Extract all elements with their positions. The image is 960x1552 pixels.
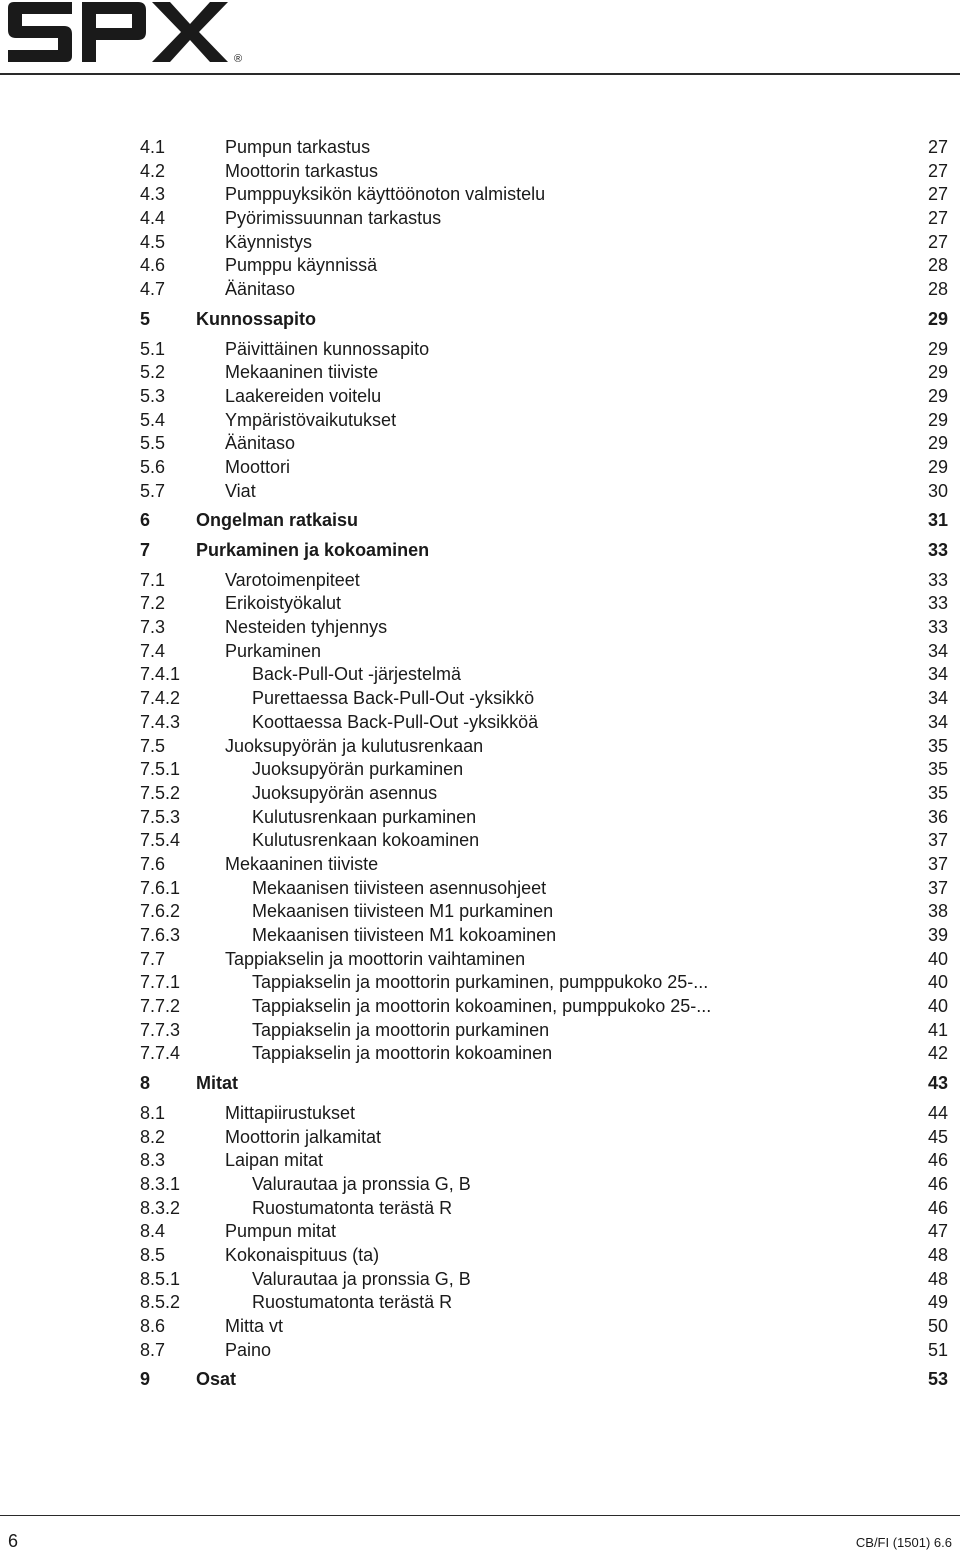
header-rule <box>0 73 960 75</box>
toc-page: 29 <box>927 385 948 406</box>
toc-row[interactable] <box>140 1019 948 1043</box>
toc-page: 41 <box>927 1019 948 1040</box>
toc-row[interactable] <box>140 1126 948 1150</box>
toc-section-row[interactable] <box>140 539 948 563</box>
toc-row[interactable] <box>140 806 948 830</box>
toc-number: 7.5.4 <box>140 830 181 851</box>
toc-row[interactable] <box>140 877 948 901</box>
toc-page: 27 <box>927 208 948 229</box>
toc-row[interactable] <box>140 278 948 302</box>
toc-number: 5.4 <box>140 409 166 430</box>
logo-letter-s <box>8 2 72 62</box>
toc-page: 48 <box>927 1268 948 1289</box>
toc-number: 8.3 <box>140 1150 166 1171</box>
toc-page: 33 <box>927 569 948 590</box>
toc-page: 50 <box>927 1316 948 1336</box>
toc-number: 4.4 <box>140 208 166 229</box>
toc-row[interactable] <box>140 385 948 409</box>
logo-letter-x <box>152 2 228 62</box>
toc-row[interactable] <box>140 231 948 255</box>
toc-title: Moottorin tarkastus <box>225 160 379 181</box>
toc-number: 8.4 <box>140 1221 166 1242</box>
registered-mark: ® <box>234 53 243 65</box>
toc-title: Pyörimissuunnan tarkastus <box>225 208 442 229</box>
toc-number: 7.5.2 <box>140 782 181 803</box>
toc-number: 7.7.4 <box>140 1043 181 1064</box>
toc-number: 8.5.2 <box>140 1292 181 1313</box>
toc-row[interactable] <box>140 829 948 853</box>
toc-title: Valurautaa ja pronssia G, B <box>252 1268 471 1289</box>
toc-page: 47 <box>927 1221 948 1242</box>
toc-title: Koottaessa Back-Pull-Out -yksikköä <box>252 711 539 732</box>
toc-row[interactable] <box>140 995 948 1019</box>
toc-number: 8.6 <box>140 1316 166 1336</box>
toc-number: 7 <box>140 540 151 560</box>
toc-page: 51 <box>927 1339 948 1360</box>
toc-number: 9 <box>140 1369 151 1390</box>
toc-row[interactable] <box>140 1315 948 1339</box>
toc-title: Mekaaninen tiiviste <box>225 362 379 383</box>
toc-title: Ympäristövaikutukset <box>225 409 397 430</box>
toc-number: 5.2 <box>140 362 166 383</box>
toc-title: Tappiakselin ja moottorin kokoaminen <box>252 1043 553 1064</box>
toc-row[interactable] <box>140 1197 948 1221</box>
toc-row[interactable] <box>140 735 948 759</box>
toc-title: Kokonaispituus (ta) <box>225 1244 380 1265</box>
toc-title: Purkaminen <box>225 640 322 661</box>
toc-row[interactable] <box>140 183 948 207</box>
toc-row[interactable] <box>140 207 948 231</box>
toc-title: Mekaanisen tiivisteen M1 kokoaminen <box>252 925 557 945</box>
toc-row[interactable] <box>140 592 948 616</box>
toc-row[interactable] <box>140 136 948 160</box>
toc-page: 34 <box>927 688 948 709</box>
toc-page: 46 <box>927 1173 948 1194</box>
toc-number: 5.1 <box>140 338 166 359</box>
toc-title: Paino <box>225 1339 272 1360</box>
table-of-contents <box>140 136 948 1398</box>
toc-row[interactable] <box>140 924 948 948</box>
toc-page: 48 <box>927 1244 948 1265</box>
toc-page: 43 <box>927 1073 948 1094</box>
toc-page: 33 <box>927 593 948 614</box>
toc-number: 5.7 <box>140 480 166 501</box>
toc-number: 8.5.1 <box>140 1268 181 1289</box>
toc-number: 6 <box>140 510 151 531</box>
toc-title: Tappiakselin ja moottorin vaihtaminen <box>225 948 526 969</box>
toc-number: 5.3 <box>140 385 166 406</box>
toc-title: Kulutusrenkaan kokoaminen <box>252 830 480 851</box>
toc-number: 7.4.1 <box>140 664 181 685</box>
toc-row[interactable] <box>140 616 948 640</box>
toc-number: 7.5 <box>140 735 166 756</box>
toc-row[interactable] <box>140 338 948 362</box>
toc-row[interactable] <box>140 948 948 972</box>
toc-page: 46 <box>927 1197 948 1218</box>
toc-number: 7.6 <box>140 853 166 874</box>
toc-number: 5.6 <box>140 456 166 477</box>
toc-title: Back-Pull-Out -järjestelmä <box>252 664 462 685</box>
toc-page: 35 <box>927 759 948 780</box>
toc-number: 8 <box>140 1073 151 1094</box>
toc-title: Pumppuyksikön käyttöönoton valmistelu <box>225 184 546 205</box>
toc-page: 29 <box>927 409 948 430</box>
footer-rule <box>0 1515 960 1516</box>
toc-page: 33 <box>927 617 948 638</box>
toc-page: 34 <box>927 664 948 685</box>
footer-page-number: 6 <box>8 1531 19 1551</box>
toc-title: Erikoistyökalut <box>225 593 342 614</box>
toc-page: 44 <box>927 1102 948 1123</box>
toc-row[interactable] <box>140 1149 948 1173</box>
toc-page: 31 <box>927 510 948 531</box>
toc-title: Mekaanisen tiivisteen asennusohjeet <box>252 877 547 898</box>
toc-title: Ruostumatonta terästä R <box>252 1197 453 1218</box>
toc-number: 7.5.3 <box>140 806 181 827</box>
footer-doc-code: CB/FI (1501) 6.6 <box>855 1535 952 1550</box>
toc-row[interactable] <box>140 1102 948 1126</box>
toc-number: 8.7 <box>140 1339 166 1360</box>
toc-page: 37 <box>927 853 948 874</box>
toc-row[interactable] <box>140 1291 948 1315</box>
toc-row[interactable] <box>140 1220 948 1244</box>
toc-row[interactable] <box>140 480 948 504</box>
toc-page: 27 <box>927 184 948 205</box>
toc-title: Varotoimenpiteet <box>225 569 360 590</box>
toc-row[interactable] <box>140 640 948 664</box>
toc-number: 4.3 <box>140 184 166 205</box>
toc-number: 7.7 <box>140 948 166 969</box>
toc-number: 8.3.1 <box>140 1173 181 1194</box>
toc-page: 42 <box>927 1043 948 1064</box>
toc-title: Mitat <box>196 1073 238 1094</box>
toc-section-row[interactable] <box>140 509 948 533</box>
toc-page: 29 <box>927 433 948 454</box>
toc-page: 28 <box>927 255 948 276</box>
toc-page: 29 <box>927 338 948 359</box>
toc-title: Ongelman ratkaisu <box>196 510 359 531</box>
toc-title: Kunnossapito <box>196 308 316 329</box>
toc-page: 53 <box>927 1369 948 1390</box>
toc-row[interactable] <box>140 160 948 184</box>
toc-title: Purkaminen ja kokoaminen <box>196 540 430 560</box>
toc-number: 7.7.1 <box>140 972 181 993</box>
toc-number: 7.4.3 <box>140 711 181 732</box>
toc-page: 40 <box>927 948 948 969</box>
toc-title: Viat <box>225 480 256 501</box>
toc-number: 4.7 <box>140 279 166 300</box>
toc-row[interactable] <box>140 900 948 924</box>
toc-page: 28 <box>927 279 948 300</box>
toc-page: 45 <box>927 1126 948 1147</box>
toc-number: 7.4.2 <box>140 688 181 709</box>
toc-row[interactable] <box>140 1339 948 1363</box>
toc-row[interactable] <box>140 1244 948 1268</box>
toc-page: 35 <box>927 782 948 803</box>
toc-title: Mekaaninen tiiviste <box>225 853 379 874</box>
toc-page: 40 <box>927 996 948 1017</box>
toc-number: 7.6.2 <box>140 901 181 922</box>
toc-row[interactable] <box>140 432 948 456</box>
toc-title: Käynnistys <box>225 231 313 252</box>
toc-number: 7.5.1 <box>140 759 181 780</box>
toc-row[interactable] <box>140 1268 948 1292</box>
toc-number: 4.5 <box>140 231 166 252</box>
toc-row[interactable] <box>140 254 948 278</box>
toc-page: 39 <box>927 925 948 945</box>
toc-number: 5.5 <box>140 433 166 454</box>
toc-number: 7.3 <box>140 617 166 638</box>
toc-title: Osat <box>196 1369 237 1390</box>
toc-number: 7.6.1 <box>140 877 181 898</box>
toc-title: Valurautaa ja pronssia G, B <box>252 1173 471 1194</box>
toc-title: Tappiakselin ja moottorin kokoaminen, pumppukoko 25-... <box>252 996 712 1017</box>
toc-section-row[interactable] <box>140 1072 948 1096</box>
toc-page: 29 <box>927 308 948 329</box>
toc-title: Mittapiirustukset <box>225 1102 356 1123</box>
toc-page: 37 <box>927 830 948 851</box>
toc-title: Juoksupyörän asennus <box>252 782 438 803</box>
toc-title: Moottorin jalkamitat <box>225 1126 382 1147</box>
toc-row[interactable] <box>140 782 948 806</box>
toc-title: Pumppu käynnissä <box>225 255 378 276</box>
toc-page: 37 <box>927 877 948 898</box>
toc-page: 40 <box>927 972 948 993</box>
toc-page: 27 <box>927 231 948 252</box>
toc-title: Äänitaso <box>225 433 296 454</box>
toc-number: 7.1 <box>140 569 166 590</box>
toc-row[interactable] <box>140 569 948 593</box>
toc-page: 34 <box>927 711 948 732</box>
toc-page: 30 <box>927 480 948 501</box>
toc-title: Mitta vt <box>225 1316 284 1336</box>
toc-title: Tappiakselin ja moottorin purkaminen, pumppukoko 25-... <box>252 972 709 993</box>
toc-page: 29 <box>927 456 948 477</box>
toc-page: 35 <box>927 735 948 756</box>
toc-title: Ruostumatonta terästä R <box>252 1292 453 1313</box>
toc-title: Laipan mitat <box>225 1150 324 1171</box>
toc-number: 8.5 <box>140 1244 166 1265</box>
toc-page: 38 <box>927 901 948 922</box>
toc-row[interactable] <box>140 409 948 433</box>
toc-number: 8.2 <box>140 1126 166 1147</box>
toc-title: Päivittäinen kunnossapito <box>225 338 430 359</box>
toc-title: Nesteiden tyhjennys <box>225 617 388 638</box>
toc-row[interactable] <box>140 971 948 995</box>
toc-page: 46 <box>927 1150 948 1171</box>
toc-row[interactable] <box>140 853 948 877</box>
toc-title: Moottori <box>225 456 291 477</box>
toc-number: 7.2 <box>140 593 166 614</box>
toc-title: Tappiakselin ja moottorin purkaminen <box>252 1019 550 1040</box>
toc-title: Pumpun mitat <box>225 1221 337 1242</box>
toc-title: Kulutusrenkaan purkaminen <box>252 806 477 827</box>
toc-section-row[interactable] <box>140 308 948 332</box>
toc-row[interactable] <box>140 687 948 711</box>
toc-page: 29 <box>927 362 948 383</box>
toc-row[interactable] <box>140 663 948 687</box>
toc-number: 4.6 <box>140 255 166 276</box>
toc-row[interactable] <box>140 1173 948 1197</box>
toc-number: 5 <box>140 308 151 329</box>
toc-page: 27 <box>927 137 948 157</box>
toc-row[interactable] <box>140 456 948 480</box>
toc-title: Juoksupyörän ja kulutusrenkaan <box>225 735 484 756</box>
toc-page: 27 <box>927 160 948 181</box>
toc-number: 4.2 <box>140 160 166 181</box>
toc-title: Äänitaso <box>225 279 296 300</box>
toc-number: 7.7.2 <box>140 996 181 1017</box>
toc-page: 33 <box>927 540 948 560</box>
toc-number: 8.1 <box>140 1102 166 1123</box>
toc-page: 36 <box>927 806 948 827</box>
toc-title: Mekaanisen tiivisteen M1 purkaminen <box>252 901 554 922</box>
spx-logo <box>6 0 246 66</box>
toc-number: 7.4 <box>140 640 166 661</box>
logo-letter-p <box>82 2 146 62</box>
toc-title: Pumpun tarkastus <box>225 137 371 157</box>
toc-row[interactable] <box>140 758 948 782</box>
toc-title: Laakereiden voitelu <box>225 385 382 406</box>
toc-number: 7.7.3 <box>140 1019 181 1040</box>
toc-section-row[interactable] <box>140 1368 948 1392</box>
toc-row[interactable] <box>140 711 948 735</box>
toc-number: 8.3.2 <box>140 1197 181 1218</box>
toc-row[interactable] <box>140 1042 948 1066</box>
toc-page: 49 <box>927 1292 948 1313</box>
toc-row[interactable] <box>140 361 948 385</box>
toc-page: 34 <box>927 640 948 661</box>
toc-number: 4.1 <box>140 137 166 157</box>
toc-title: Purettaessa Back-Pull-Out -yksikkö <box>252 688 535 709</box>
toc-number: 7.6.3 <box>140 925 181 945</box>
toc-title: Juoksupyörän purkaminen <box>252 759 464 780</box>
